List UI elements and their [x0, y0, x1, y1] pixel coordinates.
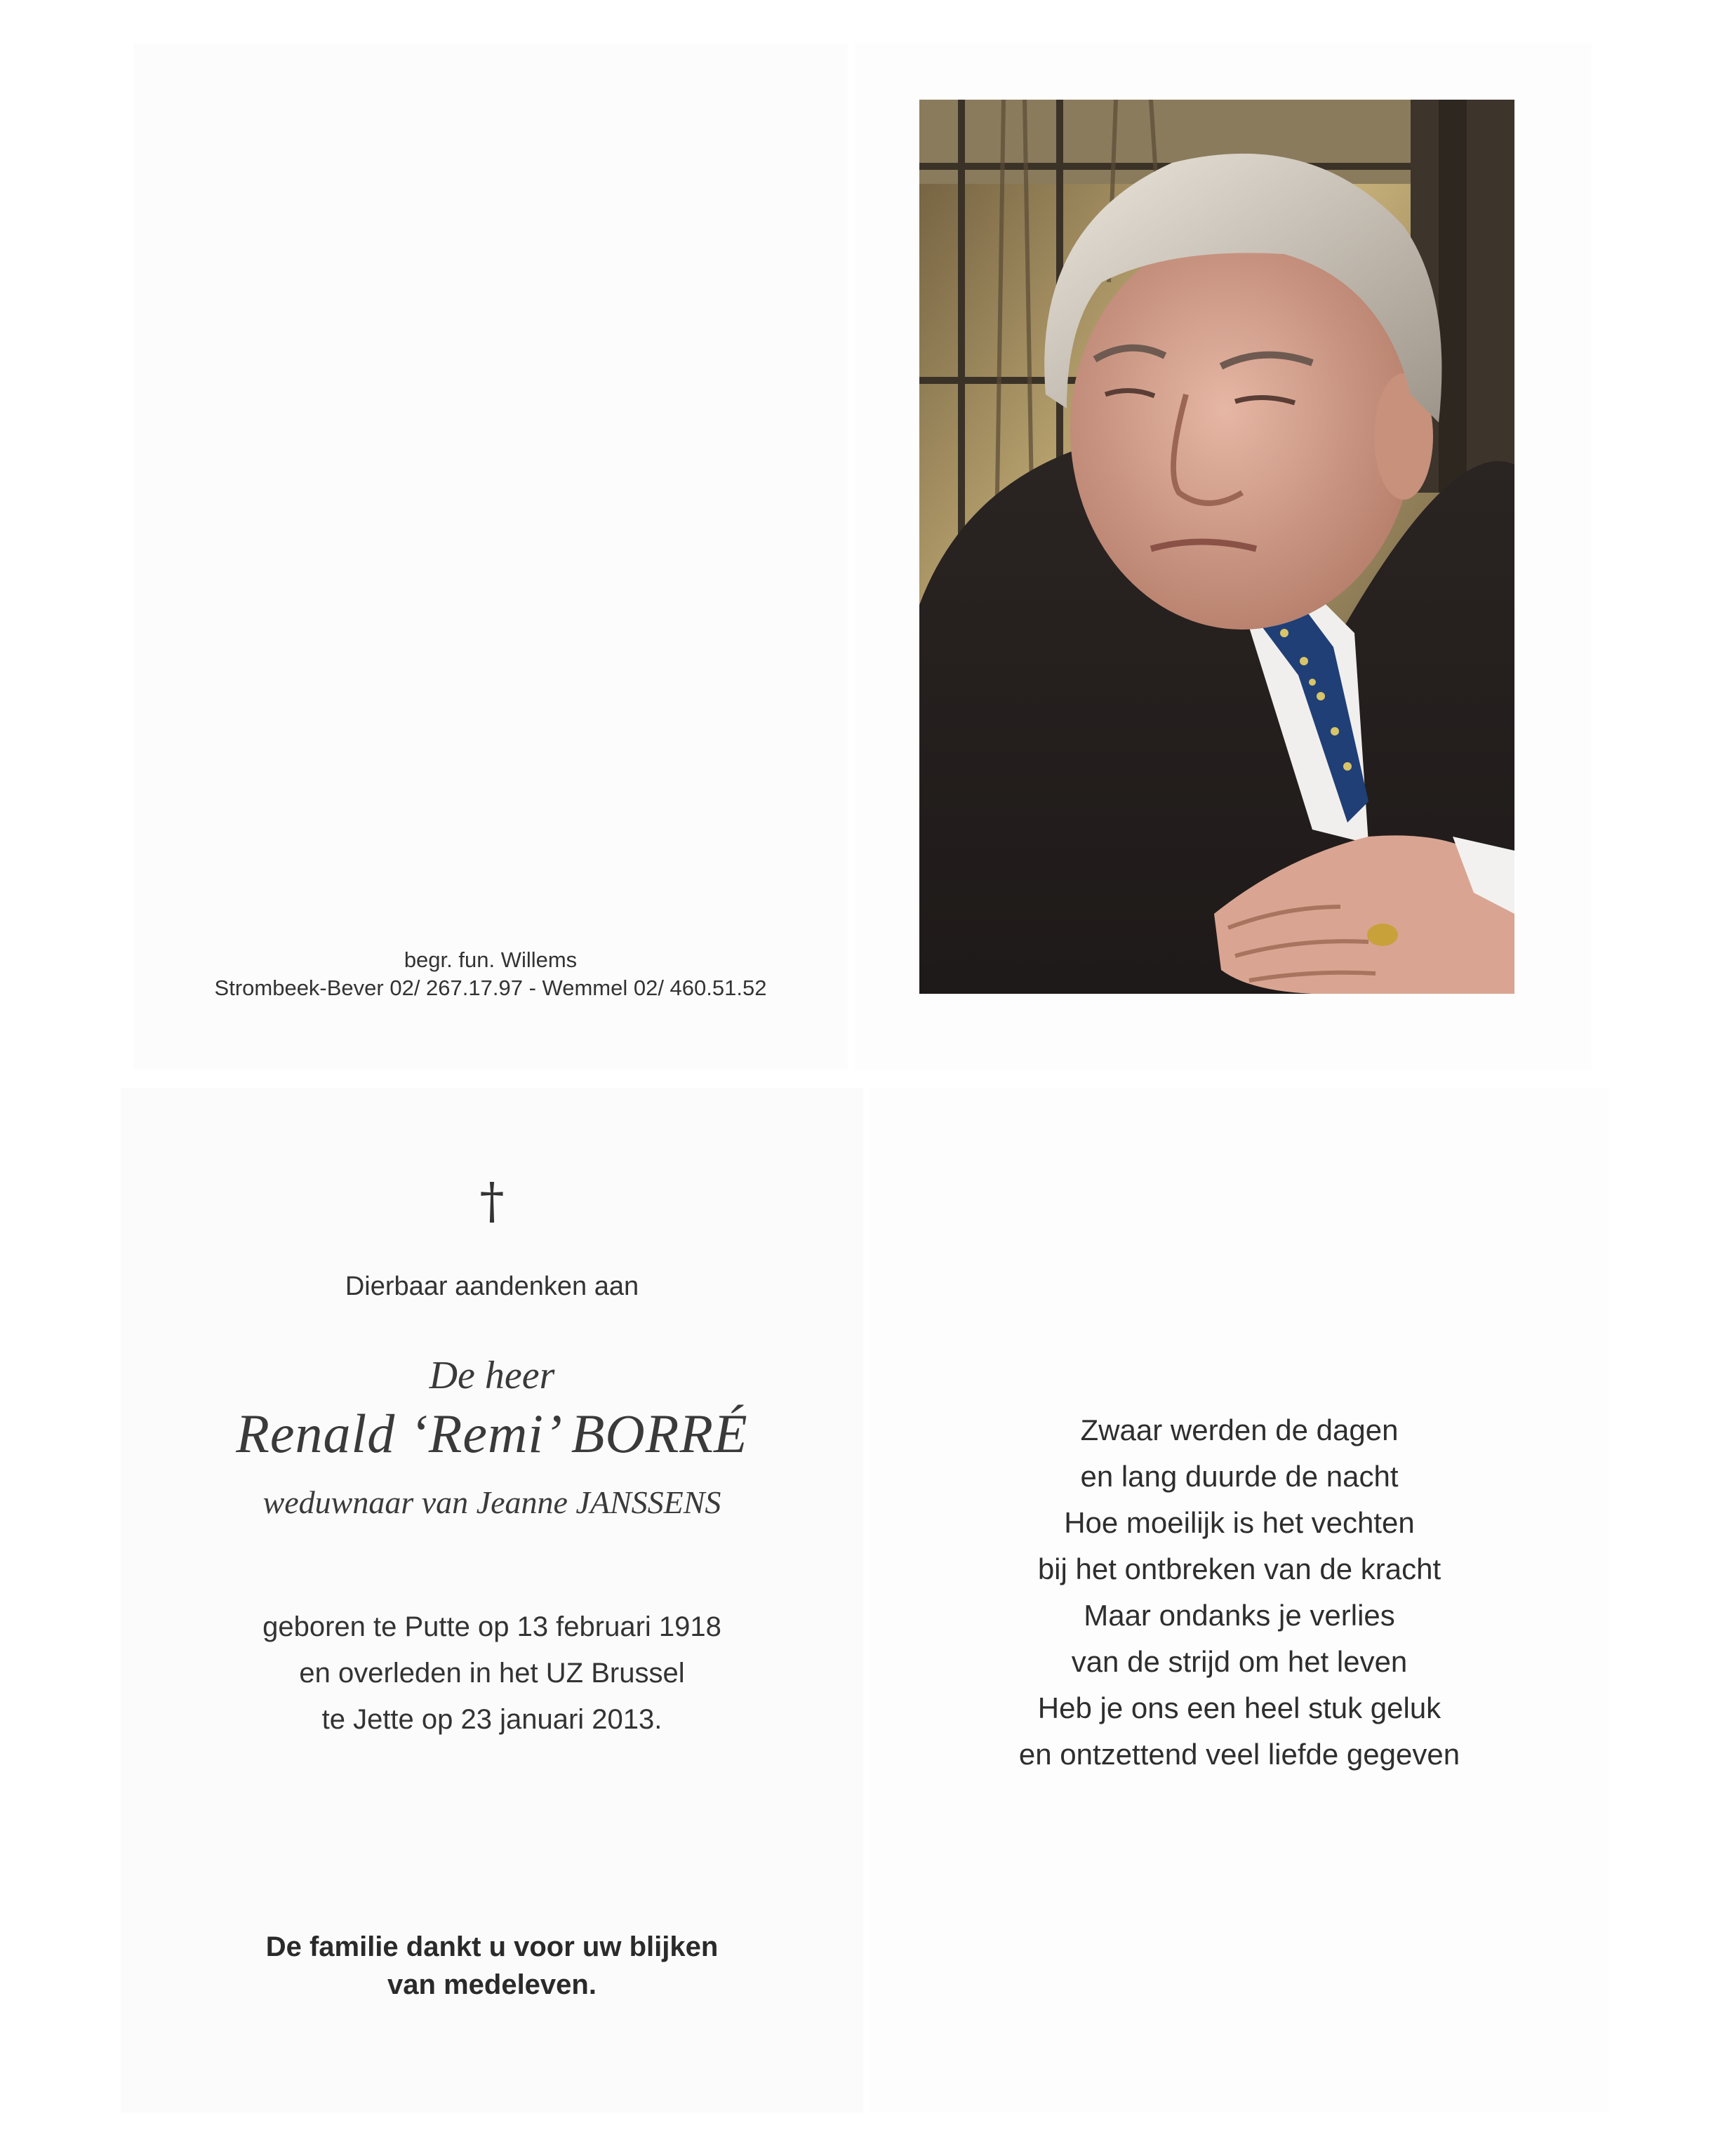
poem-line: Heb je ons een heel stuk geluk [1037, 1691, 1441, 1724]
poem-line: en ontzettend veel liefde gegeven [1018, 1738, 1460, 1771]
poem-line: van de strijd om het leven [1071, 1645, 1408, 1678]
poem-line: Hoe moeilijk is het vechten [1064, 1506, 1415, 1539]
death-line: en overleden in het UZ Brussel [299, 1658, 685, 1689]
intro-text: Dierbaar aandenken aan [345, 1272, 639, 1301]
cross-icon: † [479, 1172, 505, 1230]
thanks-line-1: De familie dankt u voor uw blijken [265, 1931, 719, 1962]
honorific: De heer [429, 1354, 555, 1397]
poem-panel [870, 1088, 1609, 2112]
birth-line: geboren te Putte op 13 februari 1918 [262, 1611, 721, 1642]
deceased-name: Renald ‘Remi’ BORRÉ [236, 1403, 748, 1464]
death-place-date: te Jette op 23 januari 2013. [321, 1704, 662, 1735]
poem-line: bij het ontbreken van de kracht [1037, 1552, 1441, 1585]
memorial-panel [121, 1088, 863, 2112]
funeral-home-name: begr. fun. Willems [404, 947, 578, 972]
photo-panel [855, 44, 1592, 1070]
widower-line: weduwnaar van Jeanne JANSSENS [262, 1484, 721, 1520]
poem-line: Zwaar werden de dagen [1080, 1413, 1399, 1446]
poem-line: Maar ondanks je verlies [1084, 1599, 1395, 1632]
card-back-panel [133, 44, 848, 1070]
poem-line: en lang duurde de nacht [1080, 1460, 1399, 1493]
funeral-home-contacts: Strombeek-Bever 02/ 267.17.97 - Wemmel 02/ 460.51.52 [214, 976, 767, 1000]
thanks-line-2: van medeleven. [387, 1969, 597, 2000]
portrait-photo [919, 100, 1514, 994]
